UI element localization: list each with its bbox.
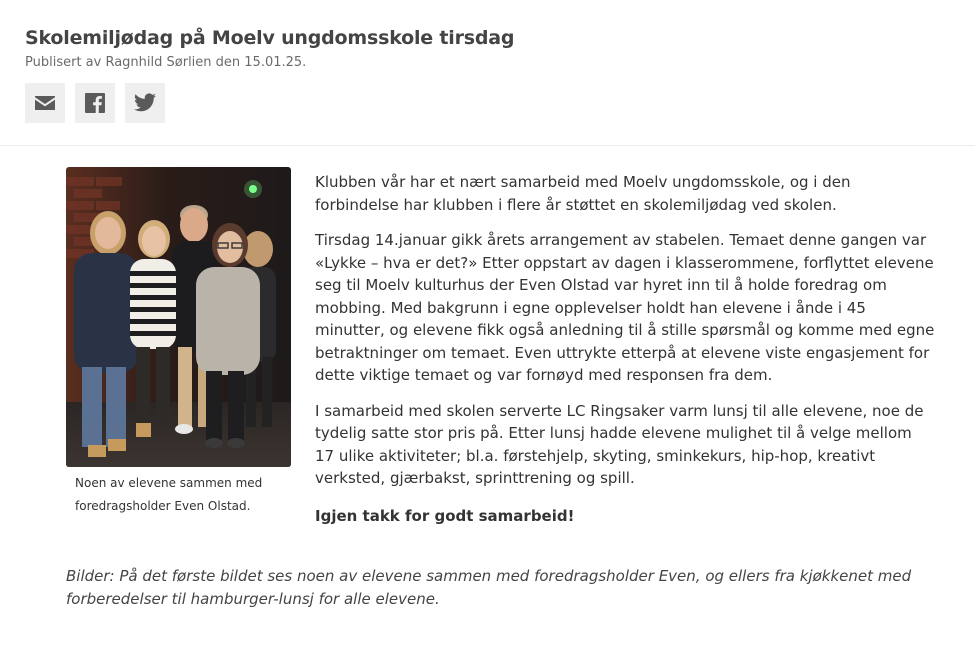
closing-statement: Igjen takk for godt samarbeid! (315, 506, 575, 525)
article-header (0, 0, 975, 146)
paragraph: Klubben vår har et nært samarbeid med Moelv ungdomsskole, og i den forbindelse har klubben i flere år støttet en skolemiljødag ved skolen. (315, 173, 851, 214)
byline: Publisert av Ragnhild Sørlien den 15.01.25. (25, 55, 307, 70)
share-email-button[interactable] (25, 83, 65, 123)
image-caption: Noen av elevene sammen med foredragsholder Even Olstad. (75, 476, 263, 513)
share-bar (25, 83, 165, 123)
page-title: Skolemiljødag på Moelv ungdomsskole tirsdag (25, 27, 515, 49)
twitter-icon (133, 91, 157, 115)
email-icon (33, 91, 57, 115)
share-facebook-button[interactable] (75, 83, 115, 123)
facebook-icon (83, 91, 107, 115)
paragraph: Tirsdag 14.januar gikk årets arrangement av stabelen. Temaet denne gangen var «Lykke – hva er det?» Etter oppstart av dagen i klasserommene, forflyttet elevene seg til Moelv kulturhus der Even Olstad var hyret inn til å holde foredrag om mobbing. Med bakgrunn i egne opplevelser holdt han elevene i ånde i 45 minutter, og elevene fikk også anledning til å stille spørsmål og komme med egne betraktninger om temaet. Even uttrykte etterpå at elevene viste engasjement for dette viktige temaet og var fornøyd med responsen fra dem. (315, 231, 935, 384)
article-body (315, 171, 935, 540)
share-twitter-button[interactable] (125, 83, 165, 123)
photo-credits: Bilder: På det første bildet ses noen av elevene sammen med foredragsholder Even, og ellers fra kjøkkenet med forberedelser til hamburger-lunsj for alle elevene. (66, 567, 912, 608)
group-photo[interactable] (66, 167, 291, 467)
article-figure (66, 167, 291, 518)
paragraph: I samarbeid med skolen serverte LC Ringsaker varm lunsj til alle elevene, noe de tydelig satte stor pris på. Etter lunsj hadde elevene mulighet til å velge mellom 17 ulike aktiviteter; bl.a. førstehjelp, skyting, sminkekurs, hip-hop, kreativt verksted, gjærbakst, sprinttrening og spill. (315, 401, 924, 487)
